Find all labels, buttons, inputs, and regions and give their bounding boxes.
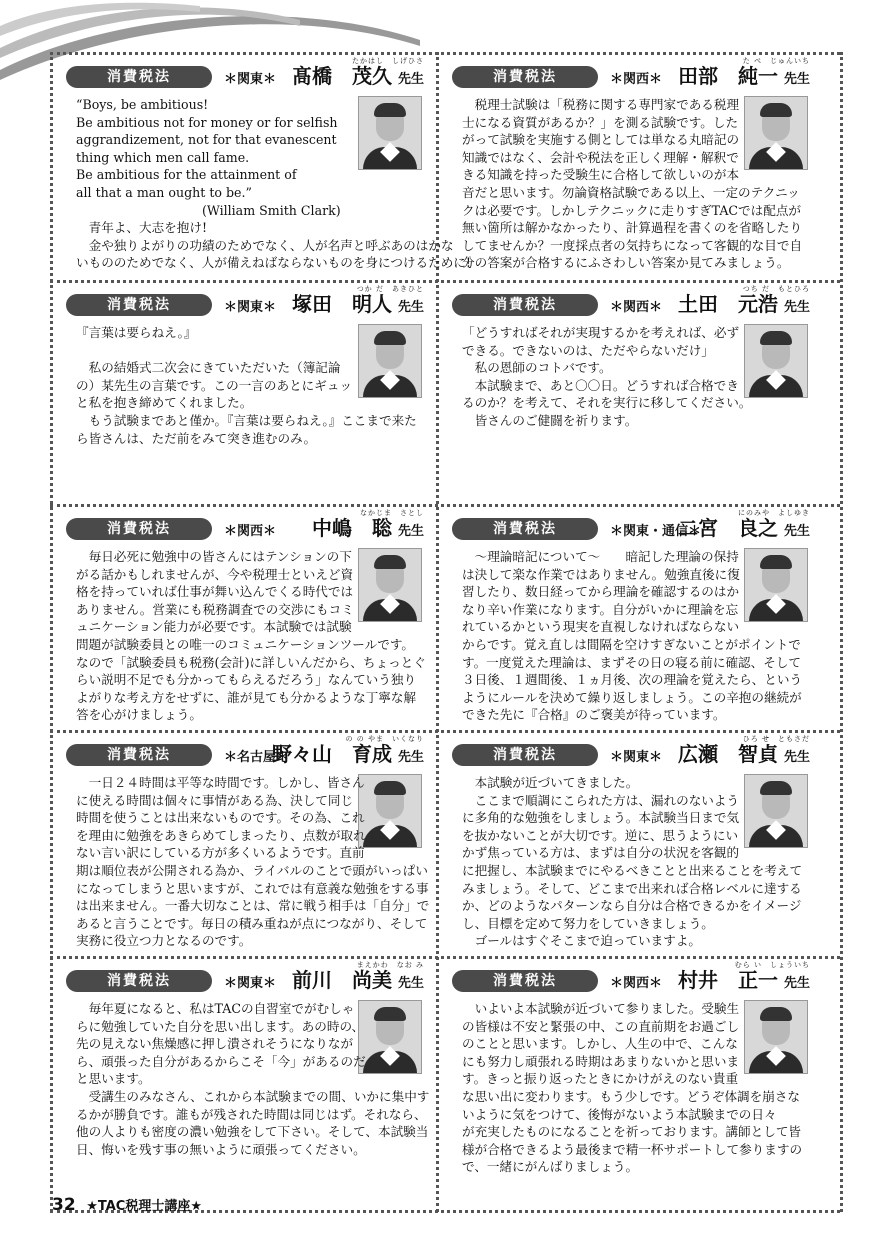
name-furigana: の の やま いくなり [345,735,424,743]
teacher-name-text: 広瀬 智貞 [677,742,778,766]
teacher-name-text: 田部 純一 [677,64,778,88]
row-divider [50,956,840,959]
row-divider [50,52,840,55]
subject-tag: 消費税法 [452,294,598,316]
name-furigana: にのみや よしゆき [738,509,810,517]
honorific: 先生 [397,976,424,991]
row-divider [50,504,840,507]
teacher-name [678,964,810,993]
message-text: 本試験が近づいてきました。 ここまで順調にこられた方は、漏れのないよう に多角的な勉強をしましょう。本試験当日まで気 を抜かないことが大切です。逆に、思うようにい かず焦っている方は、まずは自分の状況を客観的 に把握し、本試験までにやるべきことと出来ることを考えて みましょう。そして、どこまで出来れば合格レベルに達する か、どのようなパターンなら自分は合格できるかをイメージ し、目標を定めて努力をしていきましょう。 ゴールはすぐそこまで迫っていますよ。 [462,775,803,949]
honorific: 先生 [397,524,424,539]
teacher-name [678,60,810,89]
name-furigana: むら い しょういち [734,961,810,969]
name-furigana: つち だ もとひろ [742,285,810,293]
region-label: ＊関東＊ [224,300,277,315]
teacher-message-card [438,508,824,728]
page-footer [52,1195,202,1215]
teacher-name-text: 二宮 良之 [677,516,778,540]
teacher-name-text: 髙橋 茂久 [291,64,392,88]
message-text: “Boys, be ambitious! Be ambitious not for money or for selfish aggrandizement, not for that evanescent thing which men call fame. Be ambitious for the attainment of all that a man ought to be.” (William Smith Clark) 青年よ、大志を抱け! 金や独りよがりの功績のためでなく、人が名声と呼ぶあのはかな いもののためでなく、人が備えねばならないものを身につけるために! [76,97,471,271]
region-label: ＊関西＊ [224,524,277,539]
frame-right-border [840,52,843,1212]
region-label: ＊関東＊ [224,976,277,991]
honorific: 先生 [783,524,810,539]
teacher-message-card [52,508,438,728]
teacher-name-text: 土田 元浩 [677,292,778,316]
teacher-name [272,738,424,767]
teacher-message-card [438,734,824,954]
teacher-message-card [52,284,438,504]
message-text: 「どうすればそれが実現するかを考えれば、必ず できる。できないのは、ただやらないだけ」 私の恩師のコトバです。 本試験まで、あと〇〇日。どうすれば合格でき るのか？を考えて、それを実行に移してください。 皆さんのご健闘を祈ります。 [462,325,752,428]
name-furigana: た べ じゅんいち [742,57,810,65]
footer-label: ★TAC税理士講座★ [86,1199,202,1214]
subject-tag: 消費税法 [452,66,598,88]
teacher-message-card [438,56,824,276]
message-text: 税理士試験は「税務に関する専門家である税理 士になる資質があるか？」を測る試験です。した がって試験を実施する側としては単なる丸暗記の 知識ではなく、会計や税法を正しく理解・解釈で きる知識を持った受験生に合格して欲しいのが本 音だと思います。勿論資格試験である以上、一定のテクニッ クは必要です。しかしテクニックに走りすぎTACでは配点が 無い箇所は解かなかったり、計算過程を書くのを省略したり してませんか？一度採点者の気持ちになって客観的な目で自 分の答案が合格するにふさわしい答案か見てみましょう。 [462,97,803,271]
teacher-name-text: 中嶋 聡 [311,516,392,540]
name-furigana: なかじま さとし [360,509,424,517]
message-text: いよいよ本試験が近づいて参りました。受験生 の皆様は不安と緊張の中、この直前期をお過ごし のことと思います。しかし、人生の中で、こんな にも努力し頑張れる時期はあまりないかと思いま す。きっと振り返ったときにかけがえのない貴重 な思い出に変わります。もう少しです。どうぞ体調を崩さな いように気をつけて、後悔がないよう本試験までの日々 が充実したものになることを祈っております。講師として皆 様が合格できるよう最後まで精一杯サポートして参りますの で、一緒にがんばりましょう。 [462,1001,803,1175]
message-text: ～理論暗記について～ 暗記した理論の保持 は決して楽な作業ではありません。勉強直後に復 習したり、数日経ってから理論を確認するのはか なり辛い作業になります。自分がいかに理論を忘 れているかという現実を直視しなければならない からです。覚え直しは間隔を空けすぎないことがポイントで す。一度覚えた理論は、まずその日の寝る前に確認、そして ３日後、１週間後、１ヵ月後、次の理論を覚えたら、という ようにルールを決めて繰り返しましょう。この辛抱の継続が できた先に『合格』のご褒美が待っています。 [462,549,803,723]
teacher-name [678,738,810,767]
teacher-name-text: 前川 尚美 [291,968,392,992]
teacher-name-text: 村井 正一 [677,968,778,992]
message-text: 毎日必死に勉強中の皆さんにはテンションの下 がる話かもしれませんが、今や税理士といえど資 格を持っていれば仕事が舞い込んでくる時代では ありません。営業にも税務調査での交渉にもコミ ュニケーション能力が必要です。本試験では試験 問題が試験委員との唯一のコミュニケーションツールです。 なので「試験委員も税務(会計)に詳しいんだから、ちょっとぐ らい説明不足でも分かってもらえるだろう」なんていう独り よがりな考え方をせずに、誰が見ても分かるような丁寧な解 答を心がけましょう。 [76,549,426,723]
teacher-name [292,964,424,993]
teacher-name-text: 塚田 明人 [291,292,392,316]
honorific: 先生 [783,300,810,315]
teacher-message-card [52,56,471,276]
page-number: 32 [52,1195,76,1215]
teacher-name [678,288,810,317]
honorific: 先生 [783,72,810,87]
subject-tag: 消費税法 [66,744,212,766]
teacher-message-card [438,960,824,1180]
subject-tag: 消費税法 [66,970,212,992]
name-furigana: つか だ あきひと [356,285,424,293]
row-divider [50,280,840,283]
region-label: ＊関西＊ [610,976,663,991]
honorific: 先生 [397,750,424,765]
subject-tag: 消費税法 [66,294,212,316]
subject-tag: 消費税法 [452,970,598,992]
teacher-portrait [744,324,808,398]
teacher-name [678,512,810,541]
region-label: ＊関東＊ [610,750,663,765]
row-divider [50,730,840,733]
teacher-message-card [52,734,438,954]
message-text: 『言葉は要らねえ。』 私の結婚式二次会にきていただいた（簿記論 の）某先生の言葉です。この一言のあとにギュッ と私を抱き締めてくれました。 もう試験まであと僅か。『言葉は要らねえ。』ここまで来た ら皆さんは、ただ前をみて突き進むのみ。 [76,325,417,446]
region-label: ＊関東＊ [224,72,277,87]
teacher-name [292,288,424,317]
honorific: 先生 [783,750,810,765]
subject-tag: 消費税法 [66,518,212,540]
subject-tag: 消費税法 [452,518,598,540]
subject-tag: 消費税法 [66,66,212,88]
honorific: 先生 [397,300,424,315]
region-label: ＊関西＊ [610,72,663,87]
region-label: ＊関東・通信＊ [610,524,702,539]
name-furigana: たかはし しげひさ [352,57,424,65]
region-label: ＊名古屋＊ [224,750,290,765]
name-furigana: ひろ せ ともさだ [742,735,810,743]
honorific: 先生 [783,976,810,991]
teacher-name [292,60,424,89]
region-label: ＊関西＊ [610,300,663,315]
message-text: 毎年夏になると、私はTACの自習室でがむしゃ らに勉強していた自分を思い出します。あの時の、 先の見えない焦燥感に押し潰されそうになりなが ら、頑張った自分があるからこそ「今」があるのだ と思います。 受講生のみなさん、これから本試験までの間、いかに集中す るかが勝負です。誰もが残された時間は同じはず。それなら、 他の人よりも密度の濃い勉強をして下さい。そして、本試験当 日、悔いを残す事の無いように頑張ってください。 [76,1001,430,1157]
teacher-message-card [438,284,824,504]
name-furigana: まえかわ なお み [356,961,424,969]
teacher-message-card [52,960,438,1180]
teacher-name-text: 野々山 育成 [271,742,392,766]
honorific: 先生 [397,72,424,87]
teacher-name [312,512,424,541]
message-text: 一日２４時間は平等な時間です。しかし、皆さん に使える時間は個々に事情がある為、決して同じ 時間を使うことは出来ないものです。その為、これ を理由に勉強をあきらめてしまったり、点数が取れ ない言い訳にしている方が多くいるようです。直前 期は順位表が公開される為か、ライバルのことで頭がいっぱい になってしまうと思いますが、これでは有意義な勉強をする事 は出来ません。一番大切なことは、常に戦う相手は「自分」で あると言うことです。毎日の積み重ねが点につながり、そして 実務に役立つ力となるのです。 [76,775,430,949]
subject-tag: 消費税法 [452,744,598,766]
